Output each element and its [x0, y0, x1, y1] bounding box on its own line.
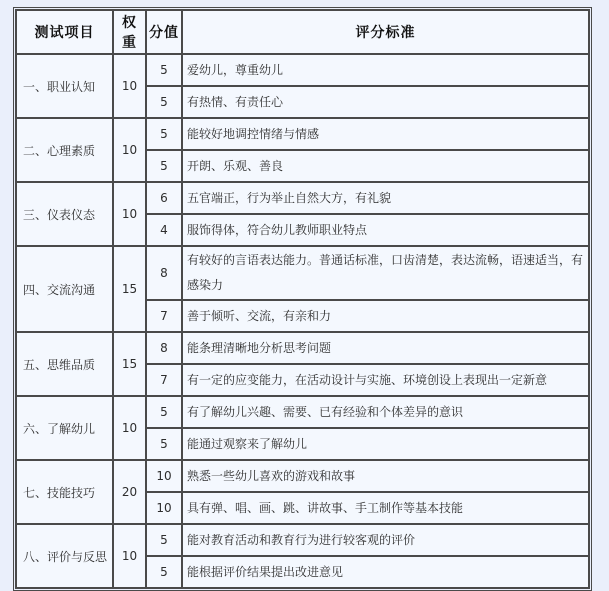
score-cell: 4 — [146, 214, 182, 246]
score-cell: 5 — [146, 428, 182, 460]
score-cell: 8 — [146, 332, 182, 364]
score-cell: 5 — [146, 150, 182, 182]
table-row — [16, 524, 589, 556]
criteria-cell: 能较好地调控情绪与情感 — [182, 118, 589, 150]
criteria-cell: 开朗、乐观、善良 — [182, 150, 589, 182]
criteria-cell: 能条理清晰地分析思考问题 — [182, 332, 589, 364]
section-name-cell: 八、评价与反思 — [16, 524, 113, 588]
score-cell: 7 — [146, 300, 182, 332]
criteria-cell: 爱幼儿，尊重幼儿 — [182, 54, 589, 86]
weight-cell: 10 — [113, 182, 146, 246]
criteria-cell: 服饰得体，符合幼儿教师职业特点 — [182, 214, 589, 246]
criteria-cell: 能根据评价结果提出改进意见 — [182, 556, 589, 588]
criteria-cell: 有较好的言语表达能力。普通话标准，口齿清楚，表达流畅，语速适当，有感染力 — [182, 246, 589, 300]
table-row — [16, 460, 589, 492]
weight-cell: 15 — [113, 332, 146, 396]
score-cell: 8 — [146, 246, 182, 300]
table-row — [16, 396, 589, 428]
section-name-cell: 七、技能技巧 — [16, 460, 113, 524]
col-header-criteria: 评分标准 — [182, 10, 589, 54]
col-header-test-item: 测试项目 — [16, 10, 113, 54]
section-name-cell: 二、心理素质 — [16, 118, 113, 182]
weight-cell: 10 — [113, 524, 146, 588]
criteria-cell: 具有弹、唱、画、跳、讲故事、手工制作等基本技能 — [182, 492, 589, 524]
score-cell: 5 — [146, 54, 182, 86]
section-name-cell: 六、了解幼儿 — [16, 396, 113, 460]
table-row — [16, 54, 589, 86]
criteria-cell: 能通过观察来了解幼儿 — [182, 428, 589, 460]
criteria-cell: 善于倾听、交流，有亲和力 — [182, 300, 589, 332]
criteria-cell: 熟悉一些幼儿喜欢的游戏和故事 — [182, 460, 589, 492]
section-name-cell: 五、思维品质 — [16, 332, 113, 396]
weight-cell: 15 — [113, 246, 146, 332]
table-row — [16, 182, 589, 214]
table-row — [16, 118, 589, 150]
criteria-cell: 有热情、有责任心 — [182, 86, 589, 118]
score-cell: 6 — [146, 182, 182, 214]
weight-cell: 10 — [113, 118, 146, 182]
score-cell: 7 — [146, 364, 182, 396]
criteria-cell: 能对教育活动和教育行为进行较客观的评价 — [182, 524, 589, 556]
score-cell: 5 — [146, 556, 182, 588]
score-cell: 5 — [146, 86, 182, 118]
col-header-score: 分值 — [146, 10, 182, 54]
scoring-table-container — [13, 7, 592, 591]
section-name-cell: 四、交流沟通 — [16, 246, 113, 332]
table-body — [16, 54, 589, 588]
weight-cell: 20 — [113, 460, 146, 524]
score-cell: 10 — [146, 460, 182, 492]
table-row — [16, 332, 589, 364]
weight-cell: 10 — [113, 396, 146, 460]
criteria-cell: 有一定的应变能力，在活动设计与实施、环境创设上表现出一定新意 — [182, 364, 589, 396]
section-name-cell: 三、仪表仪态 — [16, 182, 113, 246]
scoring-table — [15, 9, 590, 589]
weight-cell: 10 — [113, 54, 146, 118]
table-row — [16, 246, 589, 300]
score-cell: 5 — [146, 118, 182, 150]
table-header-row — [16, 10, 589, 54]
col-header-weight: 权重 — [113, 10, 146, 54]
score-cell: 10 — [146, 492, 182, 524]
criteria-cell: 五官端正，行为举止自然大方，有礼貌 — [182, 182, 589, 214]
score-cell: 5 — [146, 524, 182, 556]
criteria-cell: 有了解幼儿兴趣、需要、已有经验和个体差异的意识 — [182, 396, 589, 428]
section-name-cell: 一、职业认知 — [16, 54, 113, 118]
score-cell: 5 — [146, 396, 182, 428]
